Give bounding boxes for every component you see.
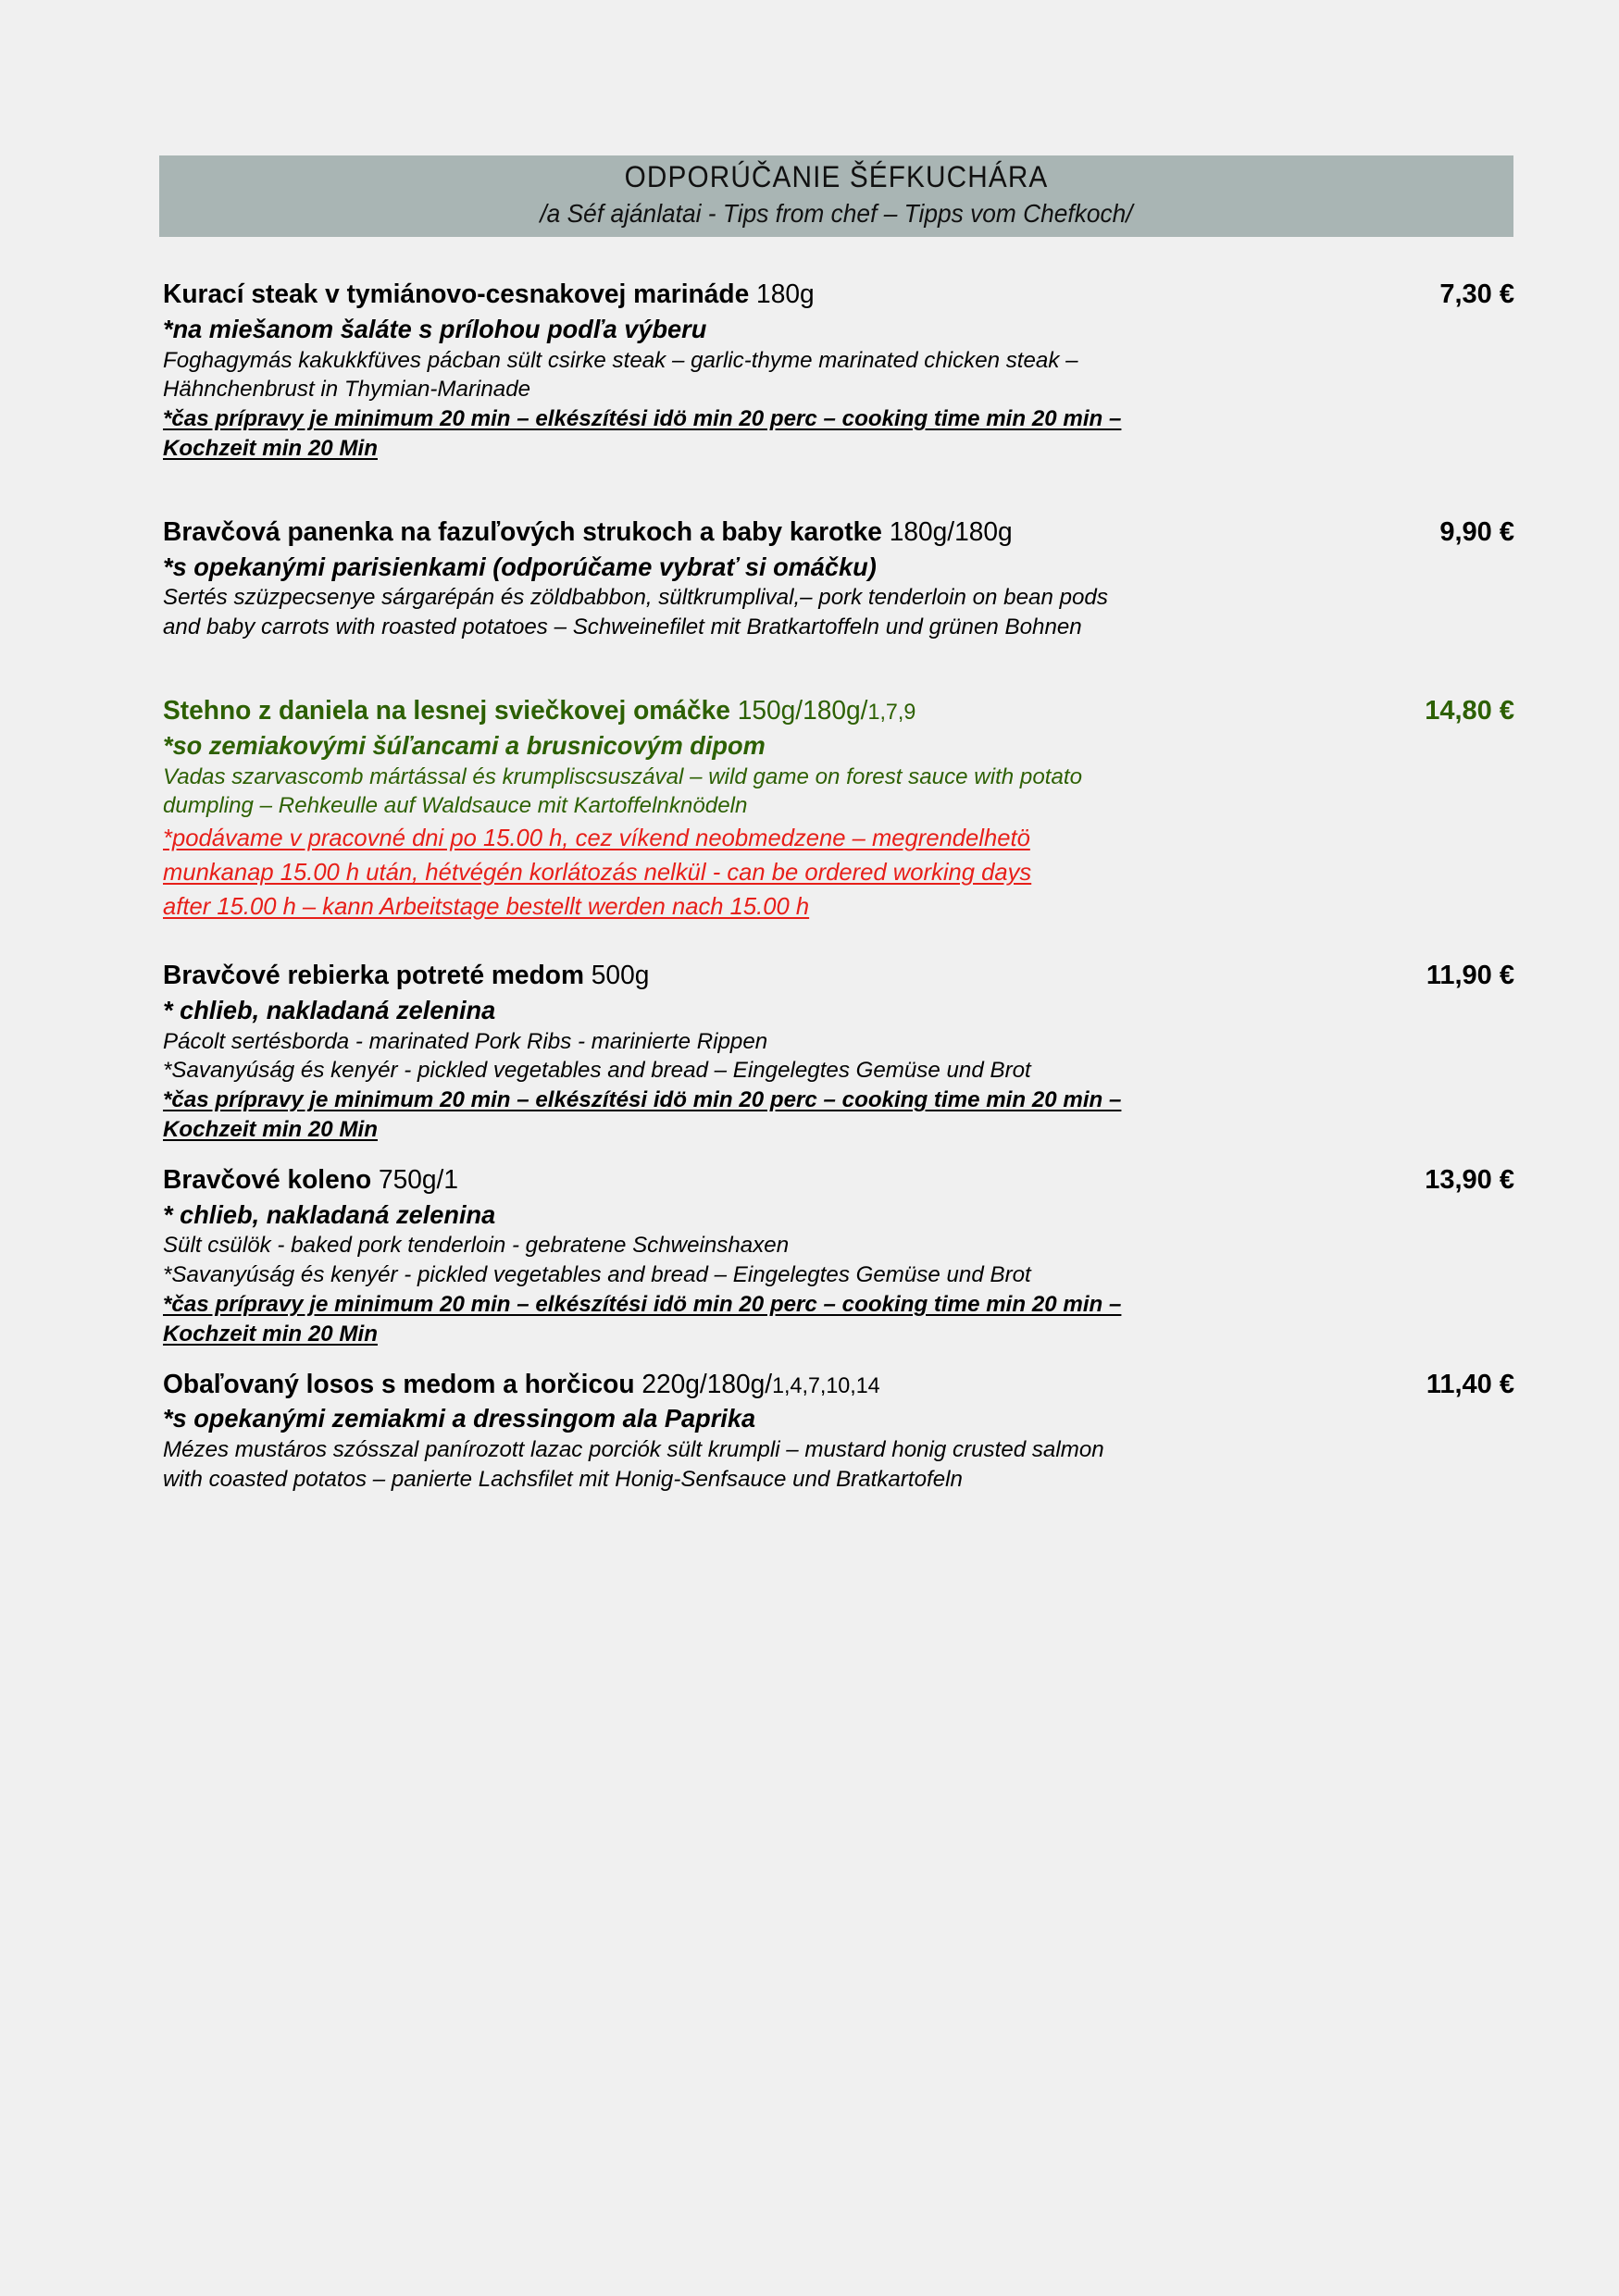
menu-item-price: 13,90 € — [1425, 1164, 1514, 1195]
chef-recommendation-banner — [159, 155, 1513, 237]
cooking-time-note-line: *čas prípravy je minimum 20 min – elkészítési idö min 20 perc – cooking time min 20 min – — [163, 406, 1122, 432]
menu-item-name-text: Stehno z daniela na lesnej sviečkovej omáčke — [163, 696, 730, 726]
menu-item-list — [163, 278, 1514, 1498]
menu-item-cooking-time-note — [163, 404, 1494, 464]
description-line: *Savanyúság és kenyér - pickled vegetables and bread – Eingelegtes Gemüse und Brot — [163, 1262, 1031, 1288]
menu-item-weight: 220g/180g/ — [634, 1369, 773, 1399]
cooking-time-note-line: Kochzeit min 20 Min — [163, 1321, 378, 1347]
menu-item-subtitle: *na miešanom šaláte s prílohou podľa výberu — [163, 314, 707, 343]
menu-item-name-text: Bravčové rebierka potreté medom — [163, 961, 584, 991]
description-line: Vadas szarvascomb mártással és krumpliscsuszával – wild game on forest sauce with potato — [163, 763, 1083, 789]
description-line: Mézes mustáros szósszal panírozott lazac porciók sült krumpli – mustard honig crusted salmon — [163, 1437, 1104, 1463]
menu-item-cooking-time-note — [163, 1290, 1494, 1349]
page-title: ODPORÚČANIE ŠÉFKUCHÁRA — [624, 160, 1049, 193]
menu-item-price: 7,30 € — [1439, 279, 1514, 309]
page-subtitle: /a Séf ajánlatai - Tips from chef – Tipps vom Chefkoch/ — [540, 199, 1133, 229]
menu-item-weight: 500g — [583, 961, 650, 991]
item-spacer — [163, 927, 1514, 959]
menu-item-weight: 150g/180g/ — [729, 696, 868, 726]
menu-item-subtitle: *so zemiakovými šúľancami a brusnicovým dipom — [163, 730, 766, 760]
menu-item-description — [163, 1231, 1494, 1290]
menu-item-description — [163, 583, 1494, 642]
item-spacer — [163, 1353, 1514, 1368]
menu-item — [163, 278, 1514, 464]
description-line: Foghagymás kakukkfüves pácban sült csirke steak – garlic-thyme marinated chicken steak – — [163, 347, 1078, 373]
menu-item-description — [163, 346, 1494, 405]
description-line: dumpling – Rehkeulle auf Waldsauce mit Kartoffelnknödeln — [163, 793, 748, 819]
menu-item-price: 11,90 € — [1426, 961, 1514, 991]
menu-item — [163, 1368, 1514, 1495]
menu-item-name — [163, 515, 1013, 551]
menu-item-title-row — [163, 1163, 1514, 1198]
menu-item-price: 14,80 € — [1425, 696, 1514, 726]
menu-item-description — [163, 763, 1494, 822]
menu-item-name — [163, 694, 915, 729]
cooking-time-note-line: Kochzeit min 20 Min — [163, 436, 378, 462]
description-line: Sült csülök - baked pork tenderloin - gebratene Schweinshaxen — [163, 1233, 790, 1259]
menu-item-name-text: Obaľovaný losos s medom a horčicou — [163, 1369, 635, 1399]
description-line: Hähnchenbrust in Thymian-Marinade — [163, 377, 531, 403]
menu-item-subtitle: *s opekanými parisienkami (odporúčame vybrať si omáčku) — [163, 552, 877, 581]
description-line: and baby carrots with roasted potatoes – Schweinefilet mit Bratkartoffeln und grünen Bohnen — [163, 614, 1082, 640]
availability-note-line: *podávame v pracovné dni po 15.00 h, cez víkend neobmedzene – megrendelhetö — [163, 824, 1030, 852]
menu-item-name — [163, 959, 649, 994]
menu-item-weight: 180g — [749, 279, 815, 309]
menu-item-price: 9,90 € — [1439, 516, 1514, 547]
menu-item-name — [163, 1368, 880, 1403]
menu-item-availability-note — [163, 821, 1494, 924]
menu-item-weight: 750g/1 — [371, 1164, 459, 1195]
menu-item — [163, 694, 1514, 924]
cooking-time-note-line: Kochzeit min 20 Min — [163, 1117, 378, 1143]
menu-item — [163, 515, 1514, 642]
description-line: with coasted potatos – panierte Lachsfilet mit Honig-Senfsauce und Bratkartofeln — [163, 1467, 963, 1493]
menu-item-title-row — [163, 694, 1514, 729]
item-spacer — [163, 646, 1514, 694]
cooking-time-note-line: *čas prípravy je minimum 20 min – elkészítési idö min 20 perc – cooking time min 20 min – — [163, 1087, 1122, 1113]
menu-item-name — [163, 278, 815, 313]
menu-item-name — [163, 1163, 458, 1198]
availability-note-line: after 15.00 h – kann Arbeitstage bestellt werden nach 15.00 h — [163, 892, 810, 921]
menu-item-title-row — [163, 959, 1514, 994]
menu-item-subtitle: * chlieb, nakladaná zelenina — [163, 1199, 496, 1229]
menu-item-name-text: Bravčová panenka na fazuľových strukoch a baby karotke — [163, 516, 882, 547]
menu-item-description — [163, 1027, 1494, 1086]
description-line: Pácolt sertésborda - marinated Pork Ribs - marinierte Rippen — [163, 1028, 768, 1054]
item-spacer — [163, 1148, 1514, 1163]
menu-item-cooking-time-note — [163, 1086, 1494, 1145]
menu-item-weight: 180g/180g — [881, 516, 1013, 547]
menu-item-title-row — [163, 278, 1514, 313]
menu-item-price: 11,40 € — [1426, 1369, 1514, 1399]
menu-item-name-text: Bravčové koleno — [163, 1164, 372, 1195]
description-line: *Savanyúság és kenyér - pickled vegetables and bread – Eingelegtes Gemüse und Brot — [163, 1058, 1031, 1084]
description-line: Sertés szüzpecsenye sárgarépán és zöldbabbon, sültkrumplival,– pork tenderloin on bean pods — [163, 585, 1108, 611]
menu-item — [163, 959, 1514, 1145]
menu-item-allergens: 1,4,7,10,14 — [772, 1372, 880, 1398]
menu-item-title-row — [163, 515, 1514, 551]
cooking-time-note-line: *čas prípravy je minimum 20 min – elkészítési idö min 20 perc – cooking time min 20 min – — [163, 1292, 1122, 1318]
menu-item-subtitle: *s opekanými zemiakmi a dressingom ala Paprika — [163, 1404, 756, 1433]
menu-item-allergens: 1,7,9 — [867, 700, 916, 726]
menu-item-name-text: Kurací steak v tymiánovo-cesnakovej marináde — [163, 279, 750, 309]
menu-item-title-row — [163, 1368, 1514, 1403]
menu-item-description — [163, 1435, 1494, 1495]
item-spacer — [163, 467, 1514, 515]
menu-item — [163, 1163, 1514, 1349]
availability-note-line: munkanap 15.00 h után, hétvégén korlátozás nelkül - can be ordered working days — [163, 858, 1032, 887]
menu-item-subtitle: * chlieb, nakladaná zelenina — [163, 995, 496, 1024]
